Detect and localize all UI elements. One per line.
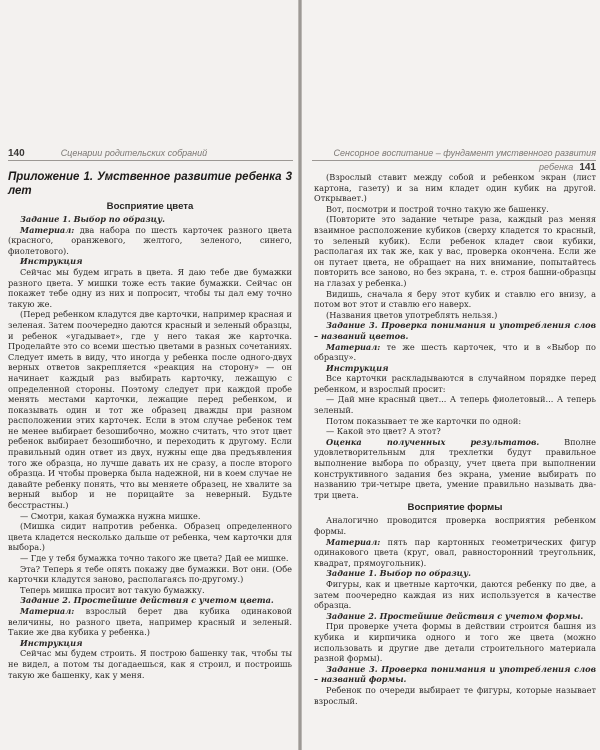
- task1-material: [8, 225, 292, 257]
- paragraph: Теперь мишка просит вот такую бумажку.: [20, 584, 205, 595]
- paragraph: (Мишка сидит напротив ребенка. Образец определенного цвета кладется несколько дальше от ребенка, чем карточки для выбора.): [8, 521, 292, 553]
- form-task3-title: Задание 3. Проверка понимания и употребления слов – названий формы.: [314, 663, 596, 685]
- paragraph: (Взрослый ставит между собой и ребенком экран (лист картона, газету) и за ним кладет один кубик на другой. Открывает.): [314, 172, 596, 204]
- paragraph: Фигуры, как и цветные карточки, даются ребенку по две, а затем поочередно каждая из них используется в качестве образца.: [314, 578, 596, 611]
- chapter-title: Приложение 1. Умственное развитие ребенка 3 лет: [8, 171, 292, 197]
- paragraph: — Какой это цвет? А этот?: [326, 426, 441, 437]
- paragraph: — Где у тебя бумажка точно такого же цвета? Дай ее мишке.: [20, 553, 289, 563]
- paragraph: (Повторите это задание четыре раза, каждый раз меняя взаимное расположение кубиков (сверху кладется то красный, то зеленый кубик). Если ребенок кладет свои кубики, располагая их так же, как у вас, проверка окончена. Если же он путает цвета, не обращает на них внимание, попытайтесь повторить все заново, но без экрана, т. е. строя башни-образцы на глазах у ребенка.): [314, 214, 596, 288]
- paragraph: Сейчас мы будем играть в цвета. Я даю тебе две бумажки разного цвета. У мишки тоже есть такие бумажки. Сейчас он покажет тебе одну из них и попросит, чтобы ты дал ему точно такую же.: [8, 266, 292, 309]
- paragraph: Потом показывает те же карточки по одной:: [326, 415, 522, 426]
- paragraph: — Смотри, какая бумажка нужна мишке.: [20, 510, 201, 521]
- paragraph: При проверке учета формы в действии строится башня из кубика и кирпичика одного и того же цвета (можно использовать и другие две детали строительного материала разной формы).: [314, 621, 596, 664]
- form-task1-title: Задание 1. Выбор по образцу.: [326, 568, 472, 579]
- paragraph: (Названия цветов употреблять нельзя.): [326, 309, 498, 320]
- right-running-header: [312, 146, 596, 173]
- left-page-number: 140: [8, 148, 25, 159]
- task1-material-label: Материал:: [20, 224, 75, 235]
- form-task2-title: Задание 2. Простейшие действия с учетом формы.: [326, 610, 584, 621]
- task2-material-text: взрослый берет два кубика одинаковой величины, но разного цвета, например красный и зеленый. Такие же два кубика у ребенка.): [8, 605, 292, 638]
- right-running-title: Сенсорное воспитание – фундамент умственного развития ребенка: [333, 148, 596, 172]
- left-page: [0, 0, 298, 750]
- paragraph: Эта? Теперь я тебе опять покажу две бумажки. Вот они. (Обе карточки кладутся заново, располагаясь по-другому.): [8, 563, 292, 585]
- task1-title: Задание 1. Выбор по образцу.: [20, 214, 166, 224]
- right-page-number: 141: [579, 162, 596, 173]
- section-title-color: Восприятие цвета: [106, 201, 194, 212]
- evaluation-text: Вполне удовлетворительным для трехлетки будут правильное выполнение выбора по образцу, учет цвета при выполнении конструктивного задания без экрана, умение выбирать по названию три-четыре цвета, умение правильно называть два-три цвета.: [314, 436, 596, 500]
- task3-material-text: те же шесть карточек, что и в «Выбор по образцу».: [314, 341, 596, 363]
- left-text-column: [8, 170, 292, 680]
- evaluation-paragraph: [314, 437, 596, 501]
- form-material-label: Материал:: [326, 536, 381, 547]
- paragraph: Все карточки раскладываются в случайном порядке перед ребенком, и взрослый просит:: [314, 373, 596, 394]
- task2-material: [8, 606, 292, 638]
- left-running-title: Сценарии родительских собраний: [60, 148, 208, 158]
- paragraph: Ребенок по очереди выбирает те фигуры, которые называет взрослый.: [314, 684, 596, 706]
- paragraph: (Перед ребенком кладутся две карточки, например красная и зеленая. Затем поочередно даются красный и зеленый образцы, и ребенок «угадывает», где у него такая же карточка. Проделайте это со всеми шестью цветами в разных сочетаниях. Следует иметь в виду, что иногда у ребенка после одного-двух верных ответов закрепляется «реакция на сторону» — он начинает каждый раз выбирать карточку, лежащую с определенной стороны. Поэтому следует при каждой пробе менять местами карточки, лежащие перед ребенком, и показывать один и тот же образец дважды при разном расположении этих карточек. Если в этом случае ребенок тем не менее выбирает безошибочно, можно считать, что этот цвет ребенок выбирает безошибочно, и переходить к другому. Если правильный один ответ из двух, нужны еще два предъявления того же образца, но лучше давать их не сразу, а после второго образца. И чтобы проверка была надежной, ни в коем случае не давайте ребенку понять, что вы меняете образец, не хвалите за верный выбор и не порицайте за неверный. Будьте бесстрастны.): [8, 309, 292, 511]
- task1-material-text: два набора по шесть карточек разного цвета (красного, оранжевого, желтого, зеленого, синего, фиолетового).: [8, 224, 292, 256]
- left-running-header: [8, 146, 293, 161]
- instruction-label: Инструкция: [20, 637, 83, 648]
- paragraph: — Дай мне красный цвет... А теперь фиолетовый... А теперь зеленый.: [314, 394, 596, 416]
- form-material-text: пять пар картонных геометрических фигур одинакового цвета (круг, овал, равносторонний треугольник, квадрат, прямоугольник).: [314, 536, 596, 568]
- paragraph: Видишь, сначала я беру этот кубик и ставлю его внизу, а потом вот этот и ставлю его наверх.: [314, 288, 596, 310]
- right-page: [302, 0, 600, 750]
- paragraph: Вот, посмотри и построй точно такую же башенку.: [326, 203, 549, 214]
- task3-title: Задание 3. Проверка понимания и употребления слов – названий цветов.: [314, 320, 596, 341]
- task3-material-label: Материал:: [326, 341, 381, 352]
- paragraph: Аналогично проводится проверка восприятия ребенком формы.: [314, 515, 596, 536]
- form-material: [314, 537, 596, 569]
- right-text-column: [314, 172, 596, 706]
- instruction-label: Инструкция: [326, 362, 389, 373]
- task2-material-label: Материал:: [20, 605, 75, 616]
- paragraph: Сейчас мы будем строить. Я построю башенку так, чтобы ты не видел, а потом ты догадаешься, как я строил, и построишь такую же башенку, как у меня.: [8, 648, 292, 680]
- section-title-form: Восприятие формы: [407, 502, 503, 514]
- task2-title: Задание 2. Простейшие действия с учетом цвета.: [20, 595, 274, 606]
- task3-material: [314, 342, 596, 363]
- instruction-label: Инструкция: [20, 256, 83, 267]
- evaluation-label: Оценка полученных результатов.: [326, 436, 540, 447]
